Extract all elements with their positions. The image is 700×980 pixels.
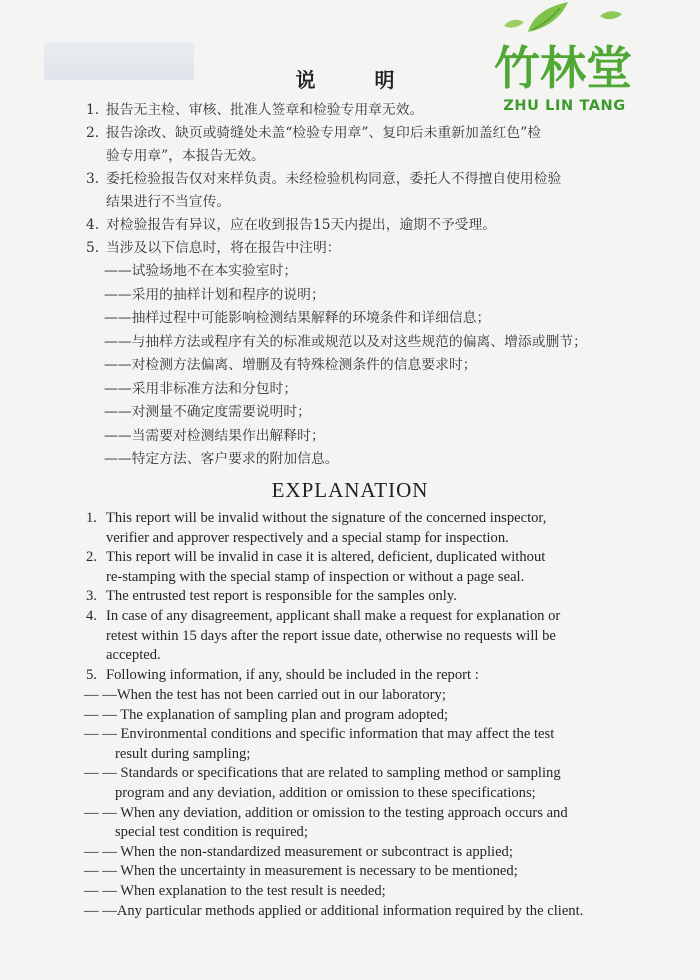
zh-subitem bbox=[104, 306, 490, 326]
zh-subitem bbox=[104, 447, 339, 467]
item-number: 4. bbox=[86, 608, 97, 624]
item-text: 报告无主检、审核、批准人签章和检验专用章无效。 bbox=[106, 102, 424, 118]
item-text: special test condition is required; bbox=[115, 824, 308, 841]
en-item-4-cont bbox=[106, 647, 161, 664]
en-item-1 bbox=[86, 510, 546, 527]
item-number: 3. bbox=[86, 171, 100, 187]
en-subitem-cont bbox=[115, 746, 250, 763]
logo-text: 竹林堂 bbox=[494, 41, 632, 95]
zh-subitem bbox=[104, 424, 325, 444]
item-text: This report will be invalid in case it is altered, deficient, duplicated without bbox=[106, 549, 546, 565]
en-subitem bbox=[84, 844, 513, 861]
zh-item-3 bbox=[86, 167, 561, 187]
zh-subitem bbox=[104, 400, 311, 420]
item-text: This report will be invalid without the signature of the concerned inspector, bbox=[106, 510, 547, 526]
en-subitem bbox=[84, 765, 561, 782]
item-number: 2. bbox=[86, 125, 100, 141]
zh-subitem bbox=[104, 283, 325, 303]
item-text: ——对检测方法偏离、增删及有特殊检测条件的信息要求时； bbox=[104, 357, 477, 373]
item-text: — — When any deviation, addition or omission to the testing approach occurs and bbox=[84, 804, 568, 821]
english-title: EXPLANATION bbox=[271, 478, 429, 502]
zh-subitem bbox=[104, 377, 297, 397]
en-item-3 bbox=[86, 588, 457, 605]
en-item-2 bbox=[86, 549, 545, 566]
item-number: 4. bbox=[86, 217, 100, 233]
item-text: — — Standards or specifications that are related to sampling method or sampling bbox=[84, 765, 561, 782]
item-text: In case of any disagreement, applicant shall make a request for explanation or bbox=[106, 608, 561, 624]
item-text: 结果进行不当宣传。 bbox=[106, 194, 231, 210]
en-subitem bbox=[84, 805, 568, 822]
en-item-5 bbox=[86, 667, 479, 684]
en-subitem bbox=[84, 883, 386, 900]
zh-subitem bbox=[104, 353, 477, 373]
item-text: ——当需要对检测结果作出解释时； bbox=[104, 427, 325, 444]
item-text: The entrusted test report is responsible for the samples only. bbox=[106, 588, 457, 604]
en-item-2-cont bbox=[106, 569, 524, 586]
item-text: — — The explanation of sampling plan and program adopted; bbox=[84, 706, 449, 723]
zh-item-5 bbox=[86, 236, 341, 256]
en-subitem-cont bbox=[115, 824, 308, 841]
item-text: retest within 15 days after the report issue date, otherwise no requests will be bbox=[106, 627, 556, 644]
zh-item-2-cont bbox=[106, 144, 265, 164]
item-text: — — When the uncertainty in measurement is necessary to be mentioned; bbox=[84, 863, 518, 880]
item-text: ——特定方法、客户要求的附加信息。 bbox=[104, 451, 339, 467]
item-text: — — When explanation to the test result is needed; bbox=[84, 883, 386, 899]
item-text: — — Environmental conditions and specific information that may affect the test bbox=[84, 726, 555, 743]
item-text: 对检验报告有异议，应在收到报告15天内提出，逾期不予受理。 bbox=[106, 217, 497, 233]
item-number: 1. bbox=[86, 510, 97, 526]
item-text: ——采用的抽样计划和程序的说明； bbox=[104, 286, 325, 303]
item-text: ——对测量不确定度需要说明时； bbox=[104, 404, 311, 420]
item-text: 报告涂改、缺页或骑缝处未盖“检验专用章”、复印后未重新加盖红色”检 bbox=[106, 125, 542, 141]
en-item-4 bbox=[86, 608, 560, 625]
item-text: re-stamping with the special stamp of inspection or without a page seal. bbox=[106, 568, 525, 585]
item-text: ——试验场地不在本实验室时； bbox=[104, 263, 298, 279]
item-number: 1. bbox=[86, 102, 100, 118]
item-text: ——采用非标准方法和分包时； bbox=[104, 380, 298, 397]
item-number: 3. bbox=[86, 588, 97, 604]
item-text: ——抽样过程中可能影响检测结果解释的环境条件和详细信息； bbox=[104, 310, 491, 326]
en-item-4-cont bbox=[106, 628, 556, 645]
item-text: accepted. bbox=[106, 647, 161, 663]
chinese-title: 说 明 bbox=[295, 68, 421, 92]
item-number: 5. bbox=[86, 667, 97, 683]
en-subitem-cont bbox=[115, 785, 536, 802]
item-text: — —When the test has not been carried out in our laboratory; bbox=[84, 687, 446, 703]
en-subitem bbox=[84, 687, 446, 704]
item-number: 2. bbox=[86, 549, 97, 565]
item-text: ——与抽样方法或程序有关的标准或规范以及对这些规范的偏离、增添或删节； bbox=[104, 333, 587, 350]
item-text: 验专用章”，本报告无效。 bbox=[106, 148, 265, 164]
zh-item-2 bbox=[86, 121, 541, 141]
item-text: verifier and approver respectively and a special stamp for inspection. bbox=[106, 529, 509, 546]
item-text: — —Any particular methods applied or additional information required by the client. bbox=[84, 902, 584, 919]
item-text: result during sampling; bbox=[115, 745, 251, 762]
item-text: — — When the non-standardized measurement or subcontract is applied; bbox=[84, 843, 513, 860]
zh-subitem bbox=[104, 259, 297, 279]
zh-item-4 bbox=[86, 213, 496, 233]
zh-item-3-cont bbox=[106, 190, 230, 210]
zh-item-1 bbox=[86, 98, 423, 118]
item-text: 委托检验报告仅对来样负责。未经检验机构同意，委托人不得擅自使用检验 bbox=[106, 171, 562, 187]
logo-wordmark: ZHU LIN TANG bbox=[503, 98, 626, 114]
item-text: 当涉及以下信息时，将在报告中注明： bbox=[106, 240, 341, 256]
en-subitem bbox=[84, 707, 448, 724]
zh-subitem bbox=[104, 330, 587, 350]
en-subitem bbox=[84, 903, 583, 920]
item-text: program and any deviation, addition or omission to these specifications; bbox=[115, 785, 536, 801]
en-subitem bbox=[84, 863, 518, 880]
item-number: 5. bbox=[86, 240, 100, 256]
en-subitem bbox=[84, 726, 554, 743]
en-item-1-cont bbox=[106, 530, 509, 547]
item-text: Following information, if any, should be included in the report : bbox=[106, 667, 479, 683]
